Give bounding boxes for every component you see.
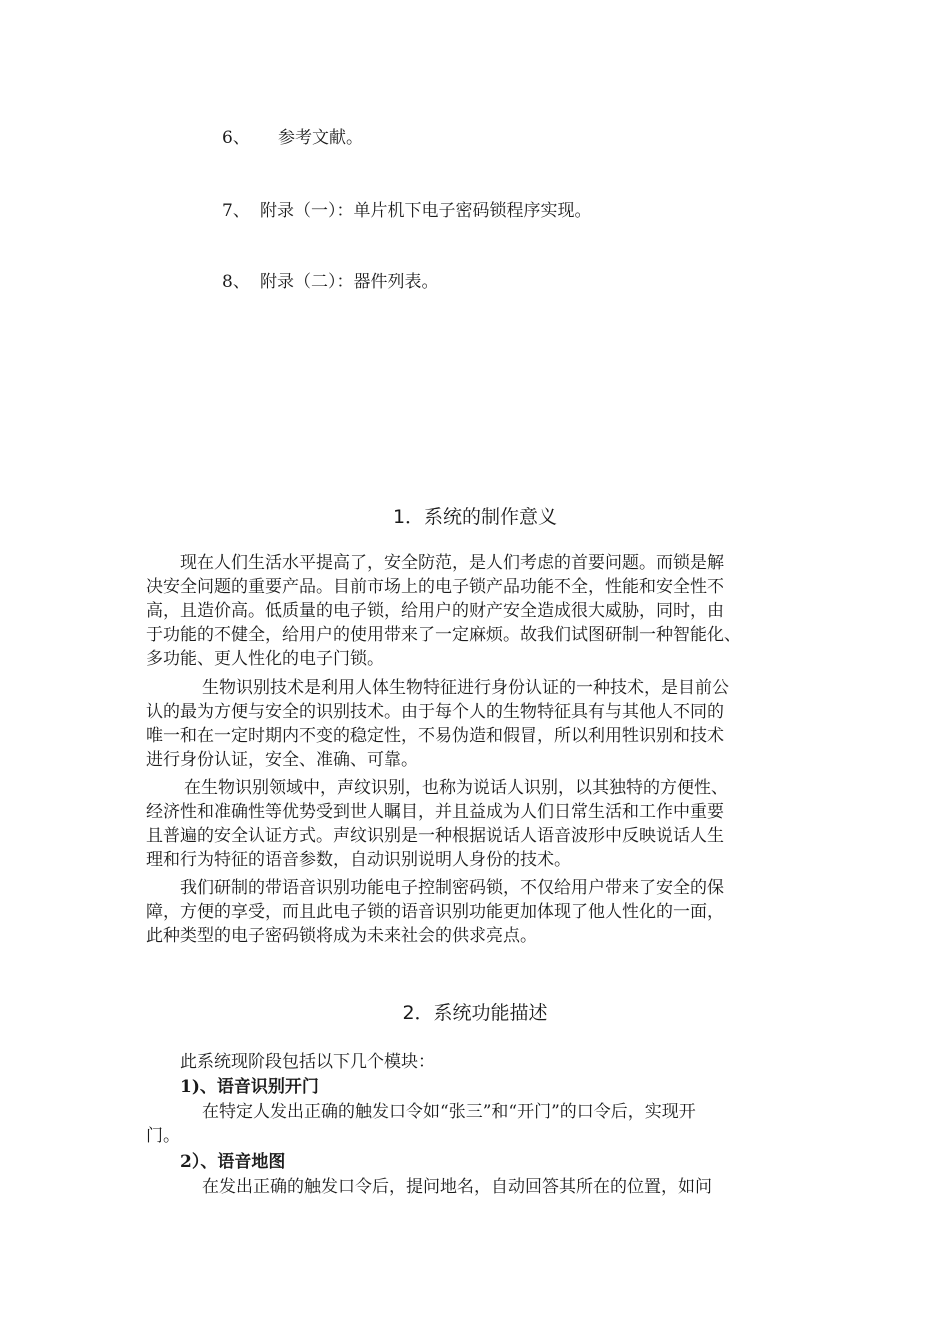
paragraph-3 <box>146 776 822 872</box>
paragraph-line: 高，且造价高。低质量的电子锁，给用户的财产安全造成很大威胁，同时，由 <box>146 601 724 621</box>
paragraph-line: 经济性和准确性等优势受到世人瞩目，并且益成为人们日常生活和工作中重要 <box>146 802 724 822</box>
paragraph-line: 门。 <box>146 1126 180 1146</box>
paragraph-line: 现在人们生活水平提高了，安全防范，是人们考虑的首要问题。而锁是解 <box>180 553 724 573</box>
toc-text: 附录（二）：器件列表。 <box>260 272 439 292</box>
intro-line: 此系统现阶段包括以下几个模块： <box>180 1052 435 1072</box>
paragraph-line: 在发出正确的触发口令后，提问地名，自动回答其所在的位置，如问 <box>202 1177 712 1197</box>
paragraph-line: 我们研制的带语音识别功能电子控制密码锁，不仅给用户带来了安全的保 <box>180 878 724 898</box>
paragraph-2 <box>146 676 822 772</box>
toc-number: 6、 <box>222 128 250 148</box>
paragraph-line: 障，方便的享受，而且此电子锁的语音识别功能更加体现了他人性化的一面， <box>146 902 724 922</box>
paragraph-line: 于功能的不健全，给用户的使用带来了一定麻烦。故我们试图研制一种智能化、 <box>146 625 741 645</box>
section-heading-2: 2．系统功能描述 <box>402 1002 548 1024</box>
paragraph-line: 且普遍的安全认证方式。声纹识别是一种根据说话人语音波形中反映说话人生 <box>146 826 724 846</box>
paragraph-line: 进行身份认证，安全、准确、可靠。 <box>146 750 418 770</box>
paragraph-line: 认的最为方便与安全的识别技术。由于每个人的生物特征具有与其他人不同的 <box>146 702 724 722</box>
paragraph-line: 唯一和在一定时期内不变的稳定性，不易伪造和假冒，所以利用牲识别和技术 <box>146 726 724 746</box>
module2-description <box>146 1175 822 1199</box>
module1-title <box>146 1075 822 1099</box>
paragraph-4 <box>146 876 822 948</box>
module1-description <box>146 1100 822 1148</box>
toc-text: 附录（一）：单片机下电子密码锁程序实现。 <box>260 201 592 221</box>
section-heading-1: 1．系统的制作意义 <box>392 506 558 528</box>
paragraph-line: 多功能、更人性化的电子门锁。 <box>146 649 384 669</box>
toc-text: 参考文献。 <box>278 128 363 148</box>
module-title: 1)、语音识别开门 <box>180 1077 319 1097</box>
section2-intro <box>146 1050 822 1074</box>
paragraph-1 <box>146 551 822 671</box>
paragraph-line: 生物识别技术是利用人体生物特征进行身份认证的一种技术，是目前公 <box>202 678 729 698</box>
paragraph-line: 在特定人发出正确的触发口令如“张三”和“开门”的口令后，实现开 <box>202 1102 696 1122</box>
paragraph-line: 在生物识别领域中，声纹识别，也称为说话人识别，以其独特的方便性、 <box>184 778 728 798</box>
toc-item-6 <box>222 127 363 149</box>
toc-item-8 <box>222 271 439 293</box>
module-title: 2）、语音地图 <box>180 1152 286 1172</box>
paragraph-line: 理和行为特征的语音参数，自动识别说明人身份的技术。 <box>146 850 571 870</box>
toc-item-7 <box>222 200 592 222</box>
paragraph-line: 决安全问题的重要产品。目前市场上的电子锁产品功能不全，性能和安全性不 <box>146 577 724 597</box>
paragraph-line: 此种类型的电子密码锁将成为未来社会的供求亮点。 <box>146 926 537 946</box>
toc-number: 7、 <box>222 201 250 221</box>
toc-number: 8、 <box>222 272 250 292</box>
module2-title <box>146 1150 822 1174</box>
